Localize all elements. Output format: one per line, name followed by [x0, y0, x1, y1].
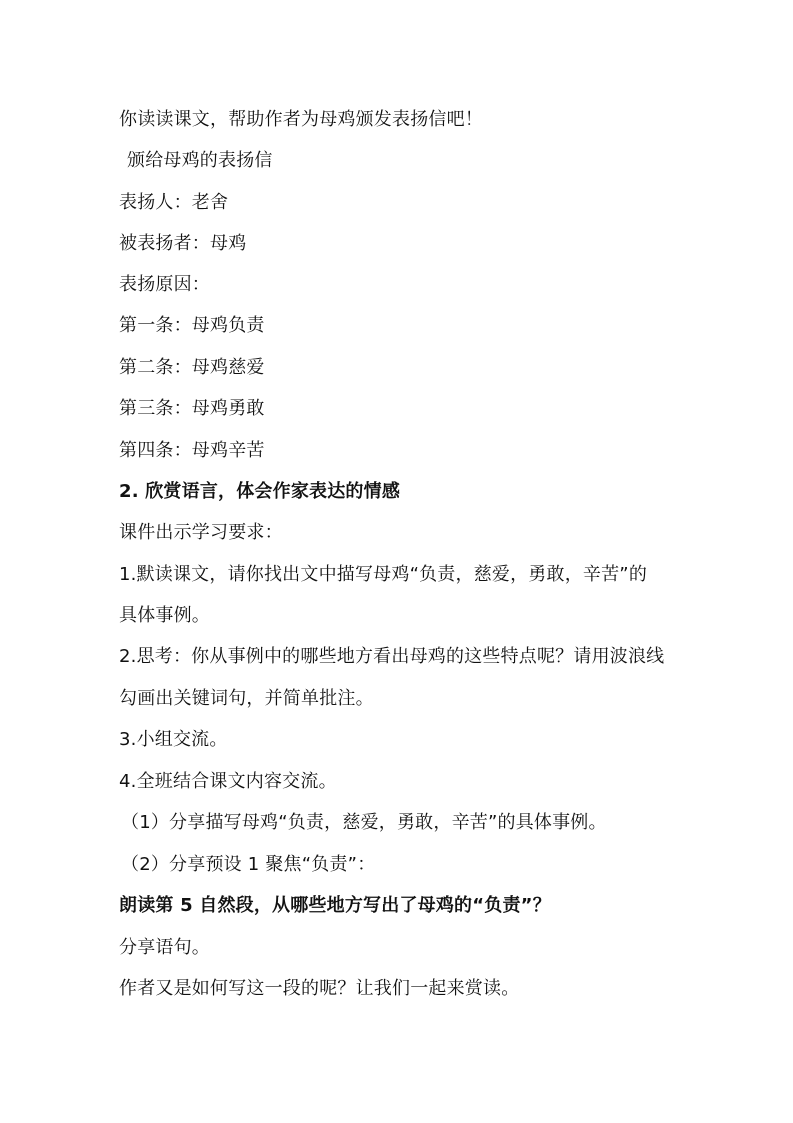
reason-heading: 表扬原因： — [119, 274, 210, 295]
reason-item-4: 第四条：母鸡辛苦 — [119, 440, 265, 461]
share-item-1: （1）分享描写母鸡“负责，慈爱，勇敢，辛苦”的具体事例。 — [121, 812, 607, 833]
section-heading-2: 2. 欣赏语言，体会作家表达的情感 — [119, 481, 401, 502]
reason-item-3: 第三条：母鸡勇敢 — [119, 398, 265, 419]
requirement-4: 4.全班结合课文内容交流。 — [119, 771, 337, 792]
requirement-2-part-1: 2.思考：你从事例中的哪些地方看出母鸡的这些特点呢？请用波浪线 — [119, 646, 665, 667]
reason-item-1: 第一条：母鸡负责 — [119, 315, 265, 336]
reason-item-2: 第二条：母鸡慈爱 — [119, 357, 265, 378]
letter-title: 颁给母鸡的表扬信 — [127, 150, 273, 171]
praised-line: 被表扬者：母鸡 — [119, 233, 247, 254]
praiser-line: 表扬人：老舍 — [119, 192, 229, 213]
reading-heading: 朗读第 5 自然段，从哪些地方写出了母鸡的“负责”？ — [119, 895, 551, 916]
intro-instruction: 你读读课文，帮助作者为母鸡颁发表扬信吧！ — [119, 109, 483, 130]
requirement-2-part-2: 勾画出关键词句，并简单批注。 — [119, 688, 374, 709]
requirement-1-part-2: 具体事例。 — [119, 605, 210, 626]
requirement-1-part-1: 1.默读课文，请你找出文中描写母鸡“负责，慈爱，勇敢，辛苦”的 — [119, 564, 648, 585]
share-item-2: （2）分享预设 1 聚焦“负责”： — [121, 854, 376, 875]
requirement-3: 3.小组交流。 — [119, 729, 228, 750]
courseware-requirement: 课件出示学习要求： — [119, 522, 283, 543]
appreciation-line: 作者又是如何写这一段的呢？让我们一起来赏读。 — [119, 978, 520, 999]
share-sentence: 分享语句。 — [119, 937, 210, 958]
